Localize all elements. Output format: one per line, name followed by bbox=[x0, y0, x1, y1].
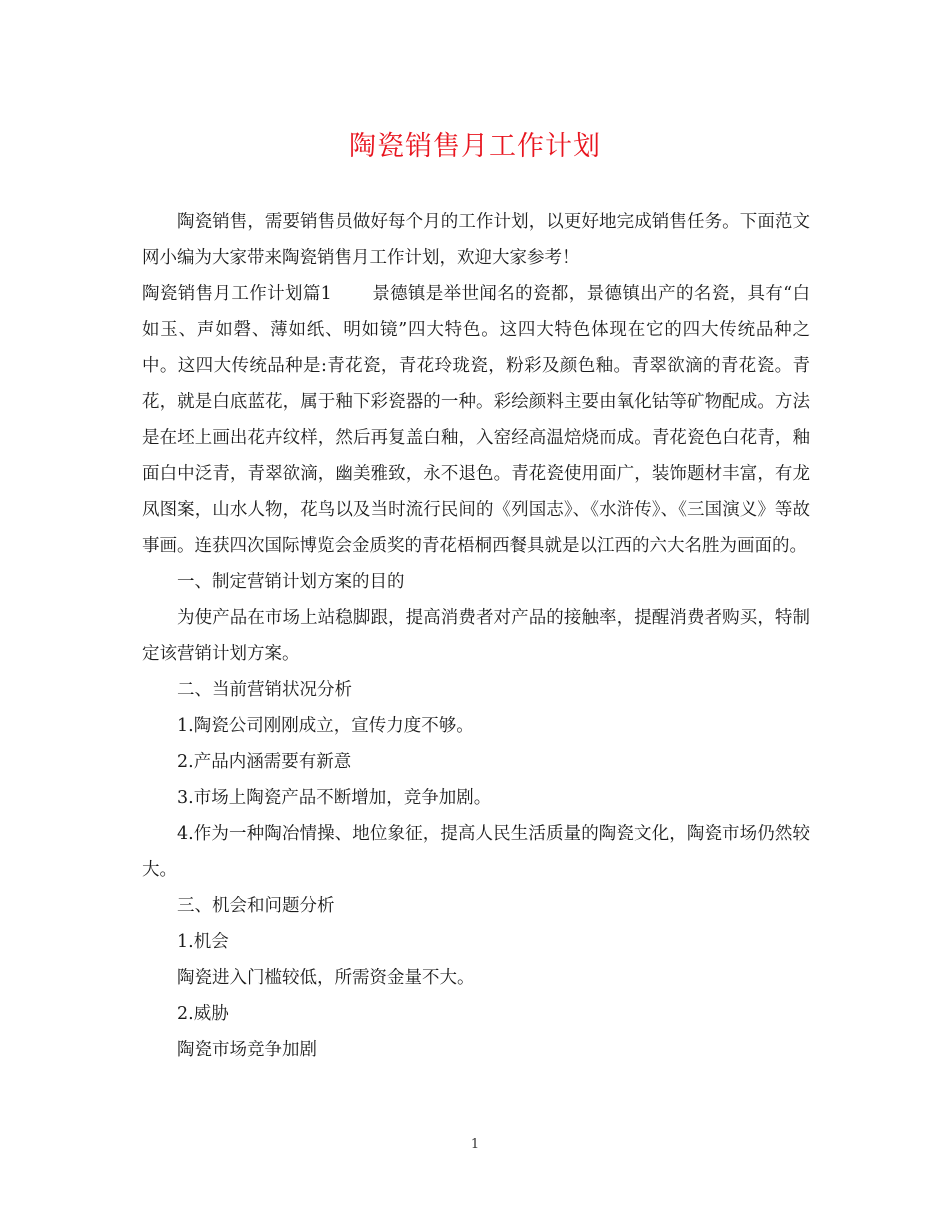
list-item-2-4: 4.作为一种陶冶情操、地位象征，提高人民生活质量的陶瓷文化，陶瓷市场仍然较大。 bbox=[142, 824, 810, 880]
heading-3: 三、机会和问题分析 bbox=[177, 896, 335, 916]
list-item-3-2: 2.威胁 bbox=[177, 1004, 229, 1024]
document-body bbox=[142, 204, 810, 1068]
list-item-2-1: 1.陶瓷公司刚刚成立，宣传力度不够。 bbox=[177, 716, 474, 736]
heading-2: 二、当前营销状况分析 bbox=[177, 680, 352, 700]
heading-1: 一、制定营销计划方案的目的 bbox=[177, 572, 405, 592]
section-inline-title: 陶瓷销售月工作计划篇1 bbox=[142, 284, 332, 304]
list-item-3-1-text: 陶瓷进入门槛较低，所需资金量不大。 bbox=[177, 968, 475, 988]
list-item-3-2-text: 陶瓷市场竞争加剧 bbox=[177, 1040, 317, 1060]
section-text: 景德镇是举世闻名的瓷都，景德镇出产的名瓷，具有“白如玉、声如磬、薄如纸、明如镜”四大特色。这四大特色体现在它的四大传统品种之中。这四大传统品种是:青花瓷，青花玲珑瓷，粉彩及颜色釉。青翠欲滴的青花瓷。青花，就是白底蓝花，属于釉下彩瓷器的一种。彩绘颜料主要由氧化钴等矿物配成。方法是在坯上画出花卉纹样，然后再复盖白釉，入窑经高温焙烧而成。青花瓷色白花青，釉面白中泛青，青翠欲滴，幽美雅致，永不退色。青花瓷使用面广，装饰题材丰富，有龙凤图案，山水人物，花鸟以及当时流行民间的《列国志》、《水浒传》、《三国演义》等故事画。连获四次国际博览会金质奖的青花梧桐西餐具就是以江西的六大名胜为画面的。 bbox=[142, 284, 810, 556]
list-item-2-2: 2.产品内涵需要有新意 bbox=[177, 752, 352, 772]
list-item-3-1: 1.机会 bbox=[177, 932, 229, 952]
document-title: 陶瓷销售月工作计划 bbox=[349, 131, 601, 162]
section-paragraph bbox=[142, 276, 810, 564]
list-item-2-3: 3.市场上陶瓷产品不断增加，竞争加剧。 bbox=[177, 788, 492, 808]
page-number: 1 bbox=[470, 1137, 480, 1152]
intro-paragraph: 陶瓷销售，需要销售员做好每个月的工作计划，以更好地完成销售任务。下面范文网小编为大家带来陶瓷销售月工作计划，欢迎大家参考！ bbox=[142, 212, 810, 268]
paragraph-1: 为使产品在市场上站稳脚跟，提高消费者对产品的接触率，提醒消费者购买，特制定该营销计划方案。 bbox=[142, 608, 810, 664]
